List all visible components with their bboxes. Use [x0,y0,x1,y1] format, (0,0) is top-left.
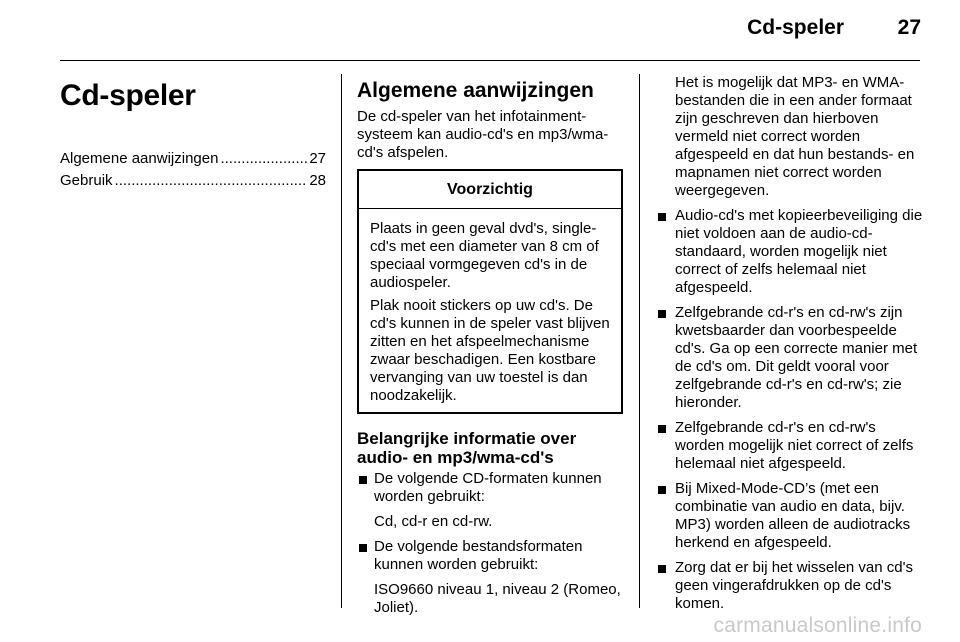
watermark: carmanualsonline.info [713,614,922,637]
table-of-contents [60,148,326,192]
list-item [655,480,923,552]
toc-entry-page: 28 [309,172,326,189]
toc-leader-dots [220,148,307,170]
list-item [357,538,623,617]
list-item [655,304,923,412]
column-divider [341,74,342,608]
toc-entry[interactable] [60,148,326,170]
list-item [655,207,923,297]
continuation-paragraph: Het is mogelijk dat MP3- en WMA-bestanden die in een ander formaat zijn geschreven dan hierboven vermeld niet correct worden afgespeeld en dat hun bestands- en mapnamen niet correct worden weergegeven. [675,74,915,199]
caution-paragraph: Plaats in geen geval dvd's, single-cd's met een diameter van 8 cm of speciaal vormgegeven cd's in de audiospeler. [370,220,599,291]
caution-paragraph: Plak nooit stickers op uw cd's. De cd's kunnen in de speler vast blijven zitten en het afspeelmechanisme zwaar beschadigen. Een kostbare vervanging van uw toestel is dan noodzakelijk. [370,297,610,404]
toc-entry-page: 27 [309,150,326,167]
list-item-text: Audio-cd's met kopieerbeveiliging die niet voldoen aan de audio-cd-standaard, worden mogelijk niet correct of zelfs helemaal niet afgespeeld. [675,207,923,296]
square-bullet-icon [658,425,666,433]
square-bullet-icon [658,486,666,494]
toc-leader-dots [115,170,308,192]
notes-list [655,207,923,613]
list-item-text: Zelfgebrande cd-r's en cd-rw's zijn kwetsbaarder dan voorbespeelde cd's. Ga op een correcte manier met de cd's om. Dit geldt vooral voor zelfgebrande cd-r's en cd-rw's; zie hieronder. [675,304,918,411]
toc-entry-label: Gebruik [60,172,113,189]
column-divider [639,74,640,608]
intro-paragraph: De cd-speler van het infotainment-systeem kan audio-cd's en mp3/wma-cd's afspelen. [357,108,609,161]
list-item-detail: Cd, cd-r en cd-rw. [374,513,493,530]
toc-entry[interactable] [60,170,326,192]
caution-box [357,169,623,414]
caution-title: Voorzichtig [359,171,621,209]
square-bullet-icon [658,565,666,573]
list-item [655,559,923,613]
square-bullet-icon [658,310,666,318]
square-bullet-icon [359,476,367,484]
running-header-title: Cd-speler [747,16,844,39]
header-rule [60,60,920,61]
list-item-text: Zorg dat er bij het wisselen van cd's geen vingerafdrukken op de cd's komen. [675,559,913,612]
list-item [357,470,623,531]
list-item-detail: ISO9660 niveau 1, niveau 2 (Romeo, Joliet). [374,581,621,616]
toc-entry-label: Algemene aanwijzingen [60,150,219,167]
list-item-text: Bij Mixed-Mode-CD’s (met een combinatie van audio en data, bijv. MP3) worden alleen de audiotracks herkend en afgespeeld. [675,480,911,551]
format-list [357,470,623,617]
square-bullet-icon [359,544,367,552]
list-item [655,419,923,473]
right-column [655,74,923,620]
list-item-text: Zelfgebrande cd-r's en cd-rw's worden mogelijk niet correct of zelfs helemaal niet afgespeeld. [675,419,914,472]
page-number: 27 [897,16,921,39]
caution-body [359,209,621,412]
chapter-title: Cd-speler [60,79,196,112]
main-column [357,78,623,624]
list-item-text: De volgende bestandsformaten kunnen worden gebruikt: [374,538,583,573]
list-item-text: De volgende CD-formaten kunnen worden gebruikt: [374,470,602,505]
chapter-column [60,78,326,192]
section-title: Algemene aanwijzingen [357,79,594,102]
subsection-title: Belangrijke informatie over audio- en mp3/wma-cd's [357,429,577,467]
square-bullet-icon [658,213,666,221]
